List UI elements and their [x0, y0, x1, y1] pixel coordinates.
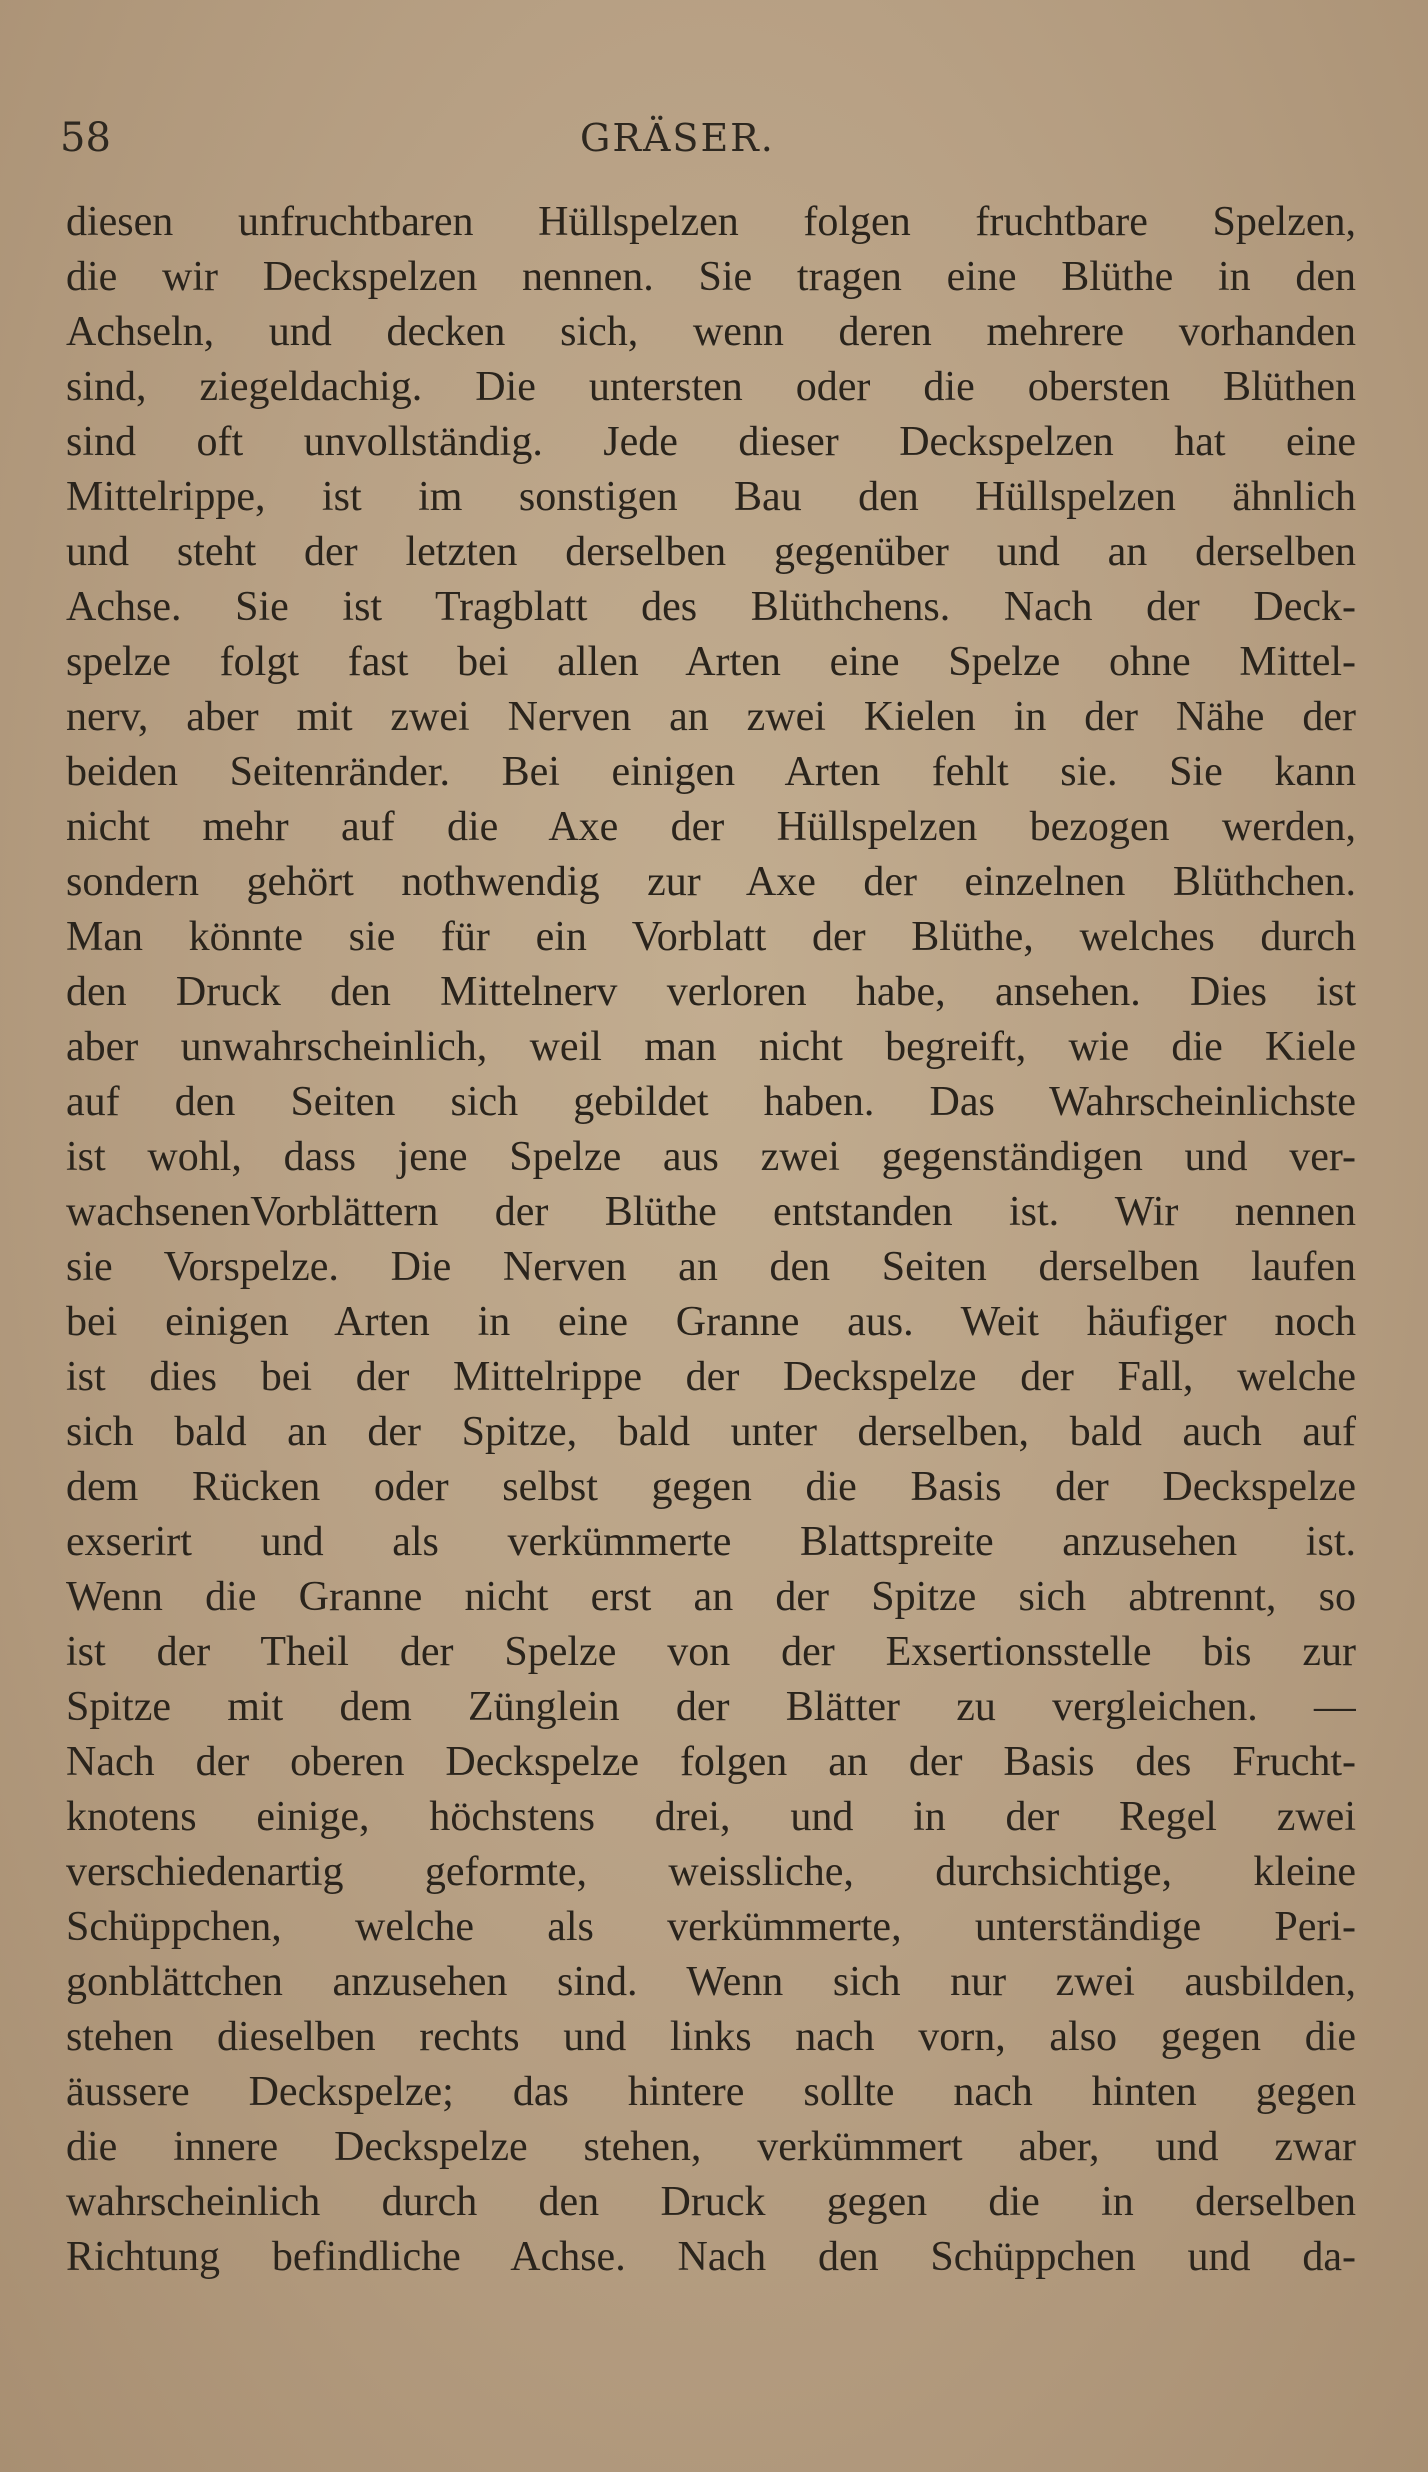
text-line: auf den Seiten sich gebildet haben. Das Wahrscheinlichste [66, 1079, 1356, 1125]
text-line: sich bald an der Spitze, bald unter derselben, bald auch auf [66, 1409, 1356, 1455]
text-line: ist dies bei der Mittelrippe der Deckspelze der Fall, welche [66, 1354, 1356, 1400]
text-line: äussere Deckspelze; das hintere sollte nach hinten gegen [66, 2069, 1356, 2115]
text-line: wahrscheinlich durch den Druck gegen die in derselben [66, 2179, 1356, 2225]
text-line: knotens einige, höchstens drei, und in der Regel zwei [66, 1794, 1356, 1840]
text-line: Achseln, und decken sich, wenn deren mehrere vorhanden [66, 309, 1356, 355]
text-line: Mittelrippe, ist im sonstigen Bau den Hüllspelzen ähnlich [66, 474, 1356, 520]
text-line: bei einigen Arten in eine Granne aus. Weit häufiger noch [66, 1299, 1356, 1345]
page-number: 58 [60, 115, 111, 161]
text-line: sondern gehört nothwendig zur Axe der einzelnen Blüthchen. [66, 859, 1356, 905]
text-line: Spitze mit dem Zünglein der Blätter zu vergleichen. — [66, 1684, 1356, 1730]
text-line: exserirt und als verkümmerte Blattspreite anzusehen ist. [66, 1519, 1356, 1565]
text-line: wachsenenVorblättern der Blüthe entstanden ist. Wir nennen [66, 1189, 1356, 1235]
text-line: nerv, aber mit zwei Nerven an zwei Kielen in der Nähe der [66, 694, 1356, 740]
text-line: Schüppchen, welche als verkümmerte, unterständige Peri- [66, 1904, 1356, 1950]
text-line: und steht der letzten derselben gegenüber und an derselben [66, 529, 1356, 575]
text-line: aber unwahrscheinlich, weil man nicht begreift, wie die Kiele [66, 1024, 1356, 1070]
page-header [60, 108, 1360, 168]
text-line: Wenn die Granne nicht erst an der Spitze sich abtrennt, so [66, 1574, 1356, 1620]
text-line: dem Rücken oder selbst gegen die Basis der Deckspelze [66, 1464, 1356, 1510]
text-line: Man könnte sie für ein Vorblatt der Blüthe, welches durch [66, 914, 1356, 960]
text-line: ist der Theil der Spelze von der Exsertionsstelle bis zur [66, 1629, 1356, 1675]
text-line: die wir Deckspelzen nennen. Sie tragen eine Blüthe in den [66, 254, 1356, 300]
text-line: gonblättchen anzusehen sind. Wenn sich nur zwei ausbilden, [66, 1959, 1356, 2005]
text-line: nicht mehr auf die Axe der Hüllspelzen bezogen werden, [66, 804, 1356, 850]
text-line: Nach der oberen Deckspelze folgen an der Basis des Frucht- [66, 1739, 1356, 1785]
body-text [66, 195, 1356, 2285]
text-line: spelze folgt fast bei allen Arten eine Spelze ohne Mittel- [66, 639, 1356, 685]
text-line: Achse. Sie ist Tragblatt des Blüthchens. Nach der Deck- [66, 584, 1356, 630]
text-line: diesen unfruchtbaren Hüllspelzen folgen fruchtbare Spelzen, [66, 199, 1356, 245]
text-line: Richtung befindliche Achse. Nach den Schüppchen und da- [66, 2234, 1356, 2280]
text-line: verschiedenartig geformte, weissliche, durchsichtige, kleine [66, 1849, 1356, 1895]
text-line: den Druck den Mittelnerv verloren habe, ansehen. Dies ist [66, 969, 1356, 1015]
running-title: GRÄSER. [580, 116, 775, 160]
text-line: beiden Seitenränder. Bei einigen Arten fehlt sie. Sie kann [66, 749, 1356, 795]
text-line: die innere Deckspelze stehen, verkümmert aber, und zwar [66, 2124, 1356, 2170]
text-line: sind oft unvollständig. Jede dieser Deckspelzen hat eine [66, 419, 1356, 465]
text-line: ist wohl, dass jene Spelze aus zwei gegenständigen und ver- [66, 1134, 1356, 1180]
text-line: sind, ziegeldachig. Die untersten oder die obersten Blüthen [66, 364, 1356, 410]
text-line: sie Vorspelze. Die Nerven an den Seiten derselben laufen [66, 1244, 1356, 1290]
text-line: stehen dieselben rechts und links nach vorn, also gegen die [66, 2014, 1356, 2060]
